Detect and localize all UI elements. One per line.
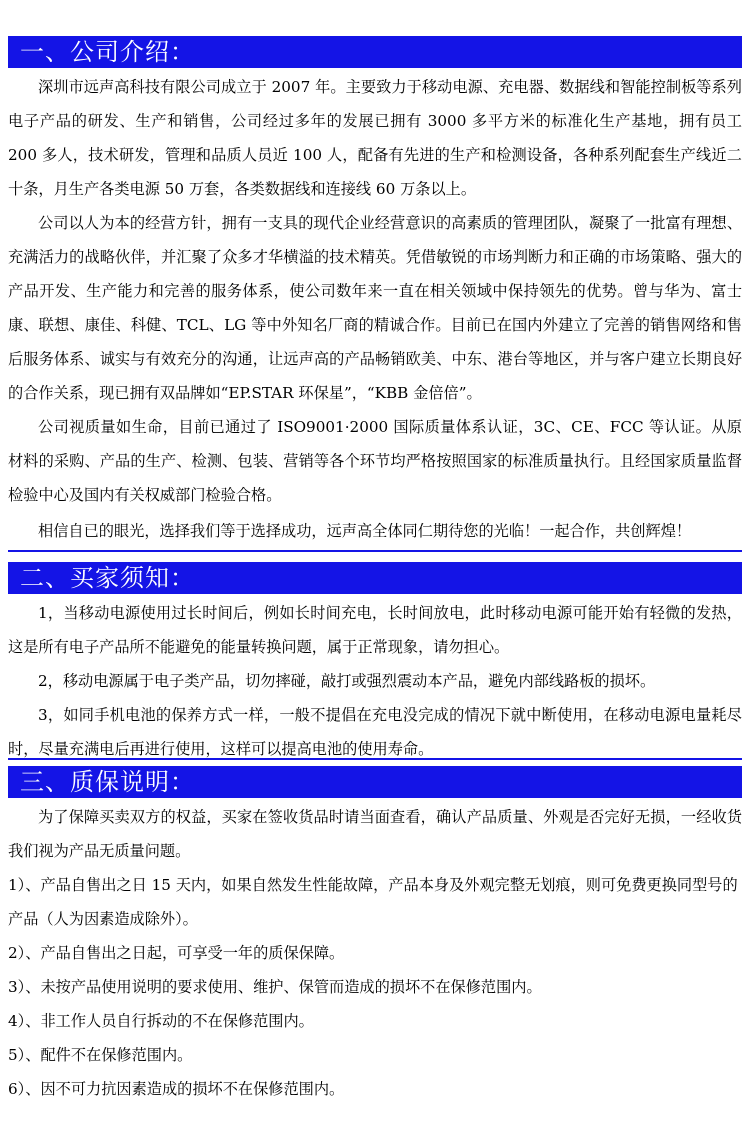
section-divider: [8, 550, 742, 552]
warranty-item-3: 3）、未按产品使用说明的要求使用、维护、保管而造成的损坏不在保修范围内。: [8, 978, 542, 996]
warranty-item-2: 2）、产品自售出之日起，可享受一年的质保保障。: [8, 944, 345, 962]
intro-paragraph-3: 公司视质量如生命，目前已通过了 ISO9001·2000 国际质量体系认证，3C、CE、FCC 等认证。从原材料的采购、产品的生产、检测、包装、营销等各个环节均严格按照国家的标准质量执行。且经国家质量监督检验中心及国内有关权威部门检验合格。: [8, 418, 742, 504]
warranty-item-4: 4）、非工作人员自行拆动的不在保修范围内。: [8, 1012, 314, 1030]
notice-item-2: 2，移动电源属于电子类产品，切勿摔碰，敲打或强烈震动本产品，避免内部线路板的损坏。: [38, 672, 656, 690]
warranty-item-5: 5）、配件不在保修范围内。: [8, 1046, 193, 1064]
intro-paragraph-2: 公司以人为本的经营方针，拥有一支具的现代企业经营意识的高素质的管理团队，凝聚了一批富有理想、充满活力的战略伙伴，并汇聚了众多才华横溢的技术精英。凭借敏锐的市场判断力和正确的市场策略、强大的产品开发、生产能力和完善的服务体系，使公司数年来一直在相关领域中保持领先的优势。曾与华为、富士康、联想、康佳、科健、TCL、LG 等中外知名厂商的精诚合作。目前已在国内外建立了完善的销售网络和售后服务体系、诚实与有效充分的沟通，让远声高的产品畅销欧美、中东、港台等地区，并与客户建立长期良好的合作关系，现已拥有双品牌如“EP.STAR 环保星”，“KBB 金倍倍”。: [8, 214, 742, 402]
section-header-warranty: 三、质保说明：: [8, 766, 742, 798]
section-header-buyer-notice: 二、买家须知：: [8, 562, 742, 594]
notice-item-3: 3，如同手机电池的保养方式一样，一般不提倡在充电没完成的情况下就中断使用，在移动电源电量耗尽时，尽量充满电后再进行使用，这样可以提高电池的使用寿命。: [8, 706, 742, 758]
intro-paragraph-1: 深圳市远声高科技有限公司成立于 2007 年。主要致力于移动电源、充电器、数据线和智能控制板等系列电子产品的研发、生产和销售，公司经过多年的发展已拥有 3000 多平方米的标准化生产基地，拥有员工 200 多人，技术研发，管理和品质人员近 100 人，配备有先进的生产和检测设备，各种系列配套生产线近二十条，月生产各类电源 50 万套，各类数据线和连接线 60 万条以上。: [8, 78, 742, 198]
intro-paragraph-4: 相信自已的眼光，选择我们等于选择成功，远声高全体同仁期待您的光临！一起合作，共创辉煌！: [38, 522, 692, 540]
section-header-company-intro: 一、公司介绍：: [8, 36, 742, 68]
warranty-item-6: 6）、因不可力抗因素造成的损坏不在保修范围内。: [8, 1080, 345, 1098]
notice-item-1: 1，当移动电源使用过长时间后，例如长时间充电，长时间放电，此时移动电源可能开始有轻微的发热，这是所有电子产品所不能避免的能量转换问题，属于正常现象，请勿担心。: [8, 604, 742, 656]
section-divider: [8, 758, 742, 760]
warranty-intro: 为了保障买卖双方的权益，买家在签收货品时请当面查看，确认产品质量、外观是否完好无损，一经收货我们视为产品无质量问题。: [8, 808, 742, 860]
warranty-item-1: 1）、产品自售出之日 15 天内，如果自然发生性能故障，产品本身及外观完整无划痕，则可免费更换同型号的产品（人为因素造成除外）。: [8, 876, 738, 928]
